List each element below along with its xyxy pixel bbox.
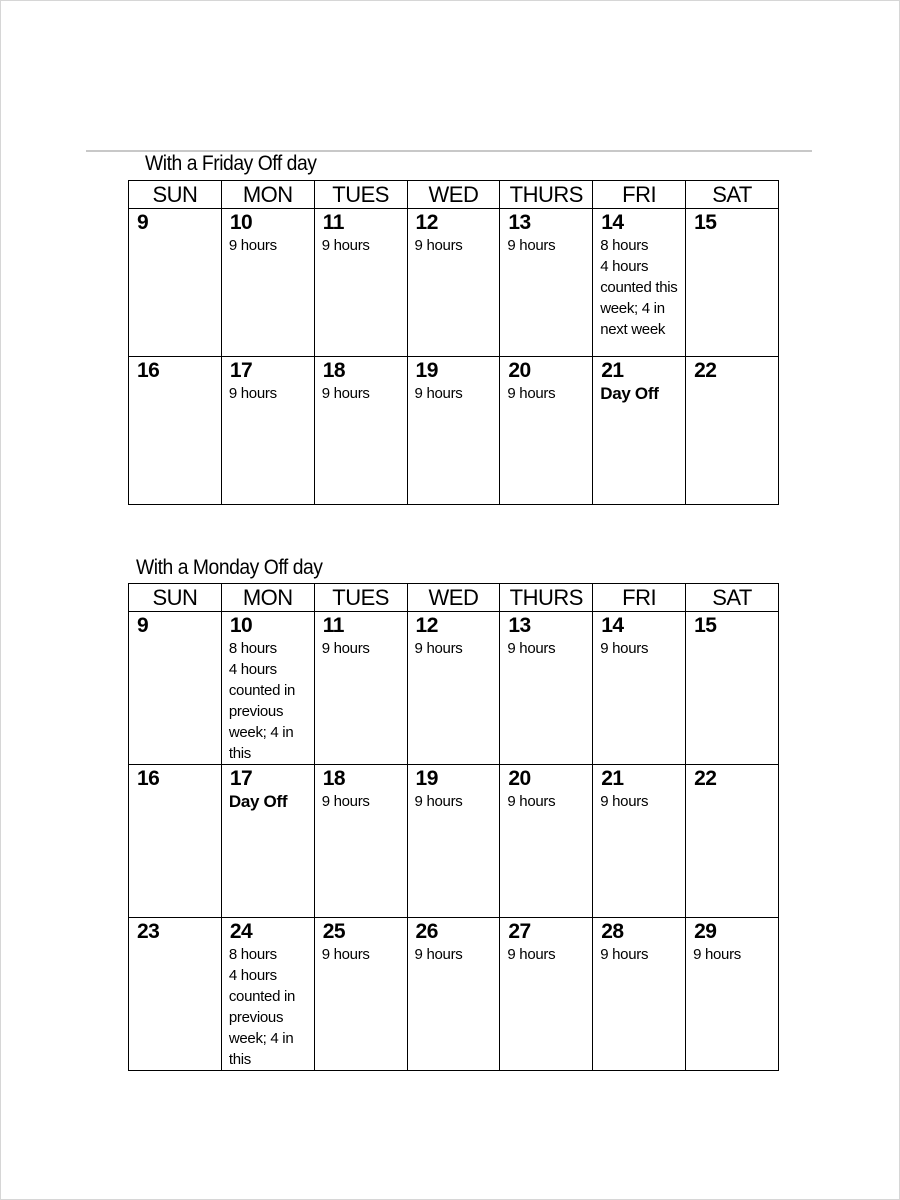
- weekday-header: SAT: [686, 181, 779, 209]
- day-cell: [593, 209, 686, 357]
- hours-note: 9 hours: [321, 237, 370, 254]
- weekday-header: SUN: [129, 181, 222, 209]
- day-cell: [129, 765, 222, 918]
- hours-note: 9 hours: [414, 237, 463, 254]
- day-off-label: Day Off: [228, 792, 288, 811]
- day-cell: [221, 765, 314, 918]
- monday-calendar-title: With a Monday Off day: [136, 556, 323, 579]
- day-cell: [407, 612, 500, 765]
- weekday-header: FRI: [593, 584, 686, 612]
- hours-note: 8 hours: [228, 946, 277, 963]
- day-number: 10: [229, 211, 253, 234]
- day-number: 21: [601, 359, 624, 382]
- day-cell: [500, 765, 593, 918]
- day-cell: [500, 612, 593, 765]
- hours-note: week; 4 in: [228, 1030, 294, 1047]
- hours-note: 9 hours: [507, 793, 556, 810]
- day-number: 27: [508, 920, 531, 943]
- hours-note: 9 hours: [414, 640, 463, 657]
- hours-note: 9 hours: [600, 640, 649, 657]
- day-number: 20: [508, 359, 531, 382]
- day-number: 23: [137, 920, 160, 943]
- day-cell: [593, 357, 686, 505]
- day-number: 9: [137, 211, 149, 234]
- hours-note: 9 hours: [321, 640, 370, 657]
- day-cell: [129, 918, 222, 1071]
- hours-note: 9 hours: [507, 640, 556, 657]
- day-number: 11: [322, 211, 344, 234]
- day-number: 17: [229, 767, 253, 790]
- weekday-header: SAT: [686, 584, 779, 612]
- day-number: 12: [415, 614, 438, 637]
- hours-note: 9 hours: [321, 385, 370, 402]
- day-number: 14: [601, 211, 624, 234]
- day-number: 18: [322, 359, 346, 382]
- day-cell: [593, 612, 686, 765]
- day-cell: [221, 612, 314, 765]
- day-cell: [686, 765, 779, 918]
- day-cell: [314, 918, 407, 1071]
- hours-note: 9 hours: [228, 237, 277, 254]
- day-number: 12: [415, 211, 438, 234]
- day-number: 17: [229, 359, 253, 382]
- day-cell: [314, 765, 407, 918]
- weekday-header-row: [129, 181, 779, 209]
- hours-note: next week: [600, 321, 666, 338]
- day-number: 29: [694, 920, 717, 943]
- day-number: 15: [694, 614, 717, 637]
- weekday-header: TUES: [314, 584, 407, 612]
- hours-note: previous: [228, 703, 284, 720]
- weekday-header: THURS: [500, 181, 593, 209]
- hours-note: 9 hours: [507, 946, 556, 963]
- day-number: 16: [137, 359, 160, 382]
- hours-note: week; 4 in: [228, 724, 294, 741]
- hours-note: 9 hours: [414, 793, 463, 810]
- weekday-header: SUN: [129, 584, 222, 612]
- day-cell: [314, 357, 407, 505]
- weekday-header: WED: [407, 181, 500, 209]
- day-number: 14: [601, 614, 624, 637]
- hours-note: 9 hours: [693, 946, 741, 963]
- day-number: 24: [229, 920, 253, 943]
- day-number: 10: [229, 614, 253, 637]
- day-cell: [129, 612, 222, 765]
- hours-note: previous: [228, 1009, 284, 1026]
- hours-note: 9 hours: [321, 793, 370, 810]
- day-number: 22: [694, 359, 717, 382]
- day-number: 9: [137, 614, 149, 637]
- hours-note: this: [228, 1051, 251, 1068]
- hours-note: counted in: [228, 988, 296, 1005]
- hours-note: 9 hours: [600, 793, 649, 810]
- friday-calendar-title: With a Friday Off day: [145, 152, 317, 175]
- weekday-header: MON: [221, 584, 314, 612]
- day-number: 16: [137, 767, 160, 790]
- day-cell: [407, 209, 500, 357]
- week-row: [129, 918, 779, 1071]
- day-number: 19: [415, 359, 438, 382]
- day-cell: [593, 918, 686, 1071]
- day-cell: [686, 357, 779, 505]
- day-cell: [221, 918, 314, 1071]
- day-cell: [314, 612, 407, 765]
- day-number: 20: [508, 767, 531, 790]
- hours-note: counted this: [600, 279, 678, 296]
- day-number: 11: [322, 614, 344, 637]
- hours-note: 9 hours: [321, 946, 370, 963]
- day-cell: [500, 918, 593, 1071]
- weekday-header-row: [129, 584, 779, 612]
- week-row: [129, 612, 779, 765]
- day-number: 15: [694, 211, 717, 234]
- day-number: 25: [322, 920, 346, 943]
- day-cell: [500, 357, 593, 505]
- day-off-label: Day Off: [600, 384, 659, 403]
- day-number: 19: [415, 767, 438, 790]
- hours-note: this: [228, 745, 251, 762]
- day-number: 26: [415, 920, 438, 943]
- week-row: [129, 765, 779, 918]
- hours-note: 9 hours: [507, 237, 556, 254]
- friday-off-calendar: [128, 180, 779, 505]
- monday-off-calendar: [128, 583, 779, 1071]
- day-number: 28: [601, 920, 624, 943]
- week-row: [129, 357, 779, 505]
- hours-note: 9 hours: [507, 385, 556, 402]
- day-cell: [129, 209, 222, 357]
- hours-note: week; 4 in: [600, 300, 665, 317]
- day-cell: [407, 765, 500, 918]
- hours-note: 4 hours: [228, 967, 277, 984]
- day-number: 13: [508, 211, 531, 234]
- hours-note: 8 hours: [600, 237, 649, 254]
- day-cell: [221, 209, 314, 357]
- day-cell: [686, 612, 779, 765]
- week-row: [129, 209, 779, 357]
- day-cell: [686, 209, 779, 357]
- hours-note: 4 hours: [600, 258, 649, 275]
- hours-note: 9 hours: [228, 385, 277, 402]
- day-cell: [500, 209, 593, 357]
- day-cell: [407, 357, 500, 505]
- hours-note: 9 hours: [600, 946, 649, 963]
- hours-note: 9 hours: [414, 946, 463, 963]
- weekday-header: TUES: [314, 181, 407, 209]
- weekday-header: WED: [407, 584, 500, 612]
- day-number: 13: [508, 614, 531, 637]
- day-number: 22: [694, 767, 717, 790]
- day-cell: [221, 357, 314, 505]
- hours-note: 8 hours: [228, 640, 277, 657]
- weekday-header: THURS: [500, 584, 593, 612]
- day-cell: [407, 918, 500, 1071]
- hours-note: counted in: [228, 682, 296, 699]
- day-number: 18: [322, 767, 346, 790]
- weekday-header: MON: [221, 181, 314, 209]
- day-number: 21: [601, 767, 624, 790]
- hours-note: 4 hours: [228, 661, 277, 678]
- hours-note: 9 hours: [414, 385, 463, 402]
- day-cell: [593, 765, 686, 918]
- day-cell: [129, 357, 222, 505]
- weekday-header: FRI: [593, 181, 686, 209]
- day-cell: [686, 918, 779, 1071]
- day-cell: [314, 209, 407, 357]
